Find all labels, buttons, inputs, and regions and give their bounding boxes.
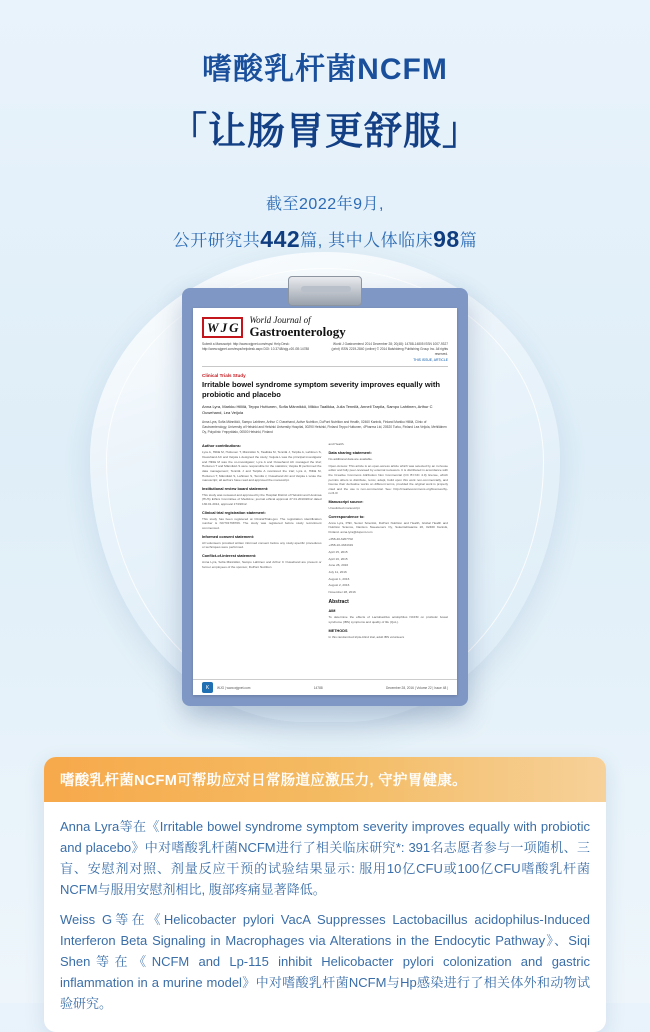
- block-text: August 2, 2016: [328, 583, 350, 588]
- block-text: Lyra A, Hillilä M, Huttunen T, Männikkö S, Taalikka M, Tennilä J, Tarpila A, Lahtinen S, Ouwehand AC and Veijola L designed the study; Veijola L was the principal investigator and Hillilä M was the co-investigator; Lyra A and Ouwehand AC managed the trial; Huttunen T and Männikkö S were responsible for the statistics; Veijola M performed the data management; Tennilä J and Tarpila A monitored the trial; Lyra A, Hillilä M, Huttunen T, Männikkö S, Lahtinen S, Tennilä J, Ouwehand AC and Veijola L wrote the manuscript; all authors have read and approved the manuscript.: [202, 450, 322, 483]
- block-heading: Conflict-of-interest statement:: [202, 553, 257, 558]
- summary-paragraph: Anna Lyra等在《Irritable bowel syndrome symptom severity improves equally with probiotic and placebo》中对嗜酸乳杆菌NCFM进行了相关临床研究*: 391名志愿者参与一项随机、三盲、安慰剂对照、剂量反应干预的试验结果显示: 服用10亿CFU或100亿CFU嗜酸乳杆菌NCFM与服用安慰剂相比, 腹部疼痛显著降低。: [60, 819, 590, 898]
- page-title: 嗜酸乳杆菌NCFM: [202, 53, 448, 86]
- article-title: Irritable bowel syndrome symptom severity improves equally with probiotic and placebo: [202, 380, 441, 399]
- journal-online-tag: THIS ISSUE, ARTICLE: [413, 358, 448, 363]
- block-text: Unsolicited manuscript: [328, 506, 360, 511]
- article-affiliations: Anna Lyra, Sofia Männikkö, Sampo Lahtinen, Arthur C Ouwehand, Active Nutrition, DuPont Nutrition and Health, 02460 Kantvik, Finland Markku Hillilä, Clinic of Gastroenterology, University of Helsinki and Helsinki University Hospital, 00290 Helsinki, Finland Teppo Huttunen, 4Pharma Ltd, 20520 Turku, Finland Lea Veijola, Mehiläinen Oy, Polyclinic Ympyrätalo, 00500 Helsinki, Finland: [202, 420, 447, 434]
- article-section-label: Clinical Trials Study: [202, 373, 246, 379]
- block-heading: Clinical trial registration statement:: [202, 510, 266, 515]
- block-text: Anna Lyra, PhD, Senior Scientist, DuPont Nutrition and Health, Global Health and Nutrition Science, Danisco Sweeteners Oy, Sokeritehtaantie 20, 02460 Kantvik, Finland. anna.lyra@dupont.com: [328, 520, 448, 535]
- stat-counts-line: [0, 226, 650, 253]
- block-heading: Informed consent statement:: [202, 534, 255, 539]
- journal-meta-right: World J Gastroenterol 2014 December 28; 20(48): 14788-14805 ISSN 1007-9327 (print) ISSN 2219-2840 (online) © 2014 Baishideng Publishing Group Inc. All rights reserved.: [331, 342, 448, 356]
- block-heading: Correspondence to:: [328, 514, 365, 519]
- block-text: All volunteers provided written informed consent before any study-specific procedures or techniques were performed.: [202, 540, 322, 550]
- stat-date-line: 截至2022年9月,: [266, 196, 384, 213]
- wjg-letter-j: J: [220, 320, 228, 336]
- clipboard-clip-icon: [288, 276, 362, 306]
- block-text: and Health.: [328, 442, 345, 447]
- stat-middle: 篇, 其中人体临床: [300, 231, 434, 250]
- summary-card-heading: 嗜酸乳杆菌NCFM可帮助应对日常肠道应激压力, 守护胃健康。: [44, 757, 606, 802]
- abstract-aim-text: To determine the effects of Lactobacillus acidophilus NCFM on probiotic bowel syndrome (IBS) symptoms and quality of life (QoL).: [328, 615, 448, 625]
- article-column-left: [202, 440, 322, 639]
- block-text: July 11, 2016: [328, 569, 347, 574]
- paper-footer: [193, 679, 457, 695]
- article-columns: [202, 440, 448, 639]
- article-authors: Anna Lyra, Markku Hillilä, Teppo Huttunen, Sofia Männikkö, Mikko Taalikka, Julia Tennilä, Anneli Tarpila, Sampo Lahtinen, Arthur C Ouwehand, Lea Veijola: [202, 404, 433, 416]
- block-text: Anna Lyra, Sofia Männikkö, Sampo Lahtinen and Arthur C Ouwehand are present or former employees of the sponsor, DuPont Nutrition: [202, 559, 322, 569]
- journal-name-line1: World Journal of: [249, 315, 311, 325]
- summary-paragraph: Weiss G等在《Helicobacter pylori VacA Suppresses Lactobacillus acidophilus-Induced Interferon Beta Signaling in Macrophages via Alterations in the Endocytic Pathway》、Siqi Shen等在《NCFM and Lp-115 inhibit Helicobacter pylori colonization and gastric inflammation in a murine model》中对嗜酸乳杆菌NCFM与Hp感染进行了相关体外和动物试验研究。: [60, 912, 590, 1012]
- stat-total-studies: 442: [260, 226, 301, 252]
- block-text: April 15, 2015: [328, 549, 348, 554]
- journal-name-line2: Gastroenterology: [249, 324, 346, 340]
- block-heading: Data sharing statement:: [328, 451, 372, 455]
- block-heading: Institutional review board statement:: [202, 486, 269, 491]
- block-text: +358-10-4334319: [328, 543, 354, 548]
- block-heading: Manuscript source:: [328, 500, 364, 505]
- block-text: +358-40-6267702: [328, 536, 354, 541]
- abstract-heading: Abstract: [328, 599, 349, 606]
- footer-journal-url: WJG | www.wjgnet.com: [217, 685, 251, 690]
- block-text: Open-Access: This article is an open-access article which was selected by an in-house editor and fully peer-reviewed by external reviewers. It is distributed in accordance with the Creative Commons Attribution Non Commercial (CC BY-NC 4.0) license, which permits others to distribute, remix, adapt, build upon this work non-commercially, and license their derivative works on different terms, provided the original work is properly cited and the use is non-commercial. See: http://creativecommons.org/licenses/by-nc/4.0/: [328, 463, 448, 496]
- page-subtitle: 「让肠胃更舒服」: [168, 111, 481, 153]
- block-heading: Author contributions:: [202, 444, 242, 449]
- wjg-letter-w: W: [207, 320, 219, 336]
- stat-prefix: 公开研究共: [172, 231, 261, 250]
- abstract-methods-text: In this randomized triple-blind trial, adult IBS volunteers: [328, 634, 405, 639]
- footer-issue-info: December 28, 2016 | Volume 22 | Issue 48 |: [385, 685, 448, 690]
- abstract-aim-label: AIM: [328, 609, 336, 614]
- wjg-logo-icon: [202, 317, 243, 338]
- article-column-right: [329, 440, 449, 639]
- stat-clinical-studies: 98: [433, 226, 460, 252]
- journal-paper: [193, 308, 457, 695]
- footer-page-number: 14788: [313, 685, 323, 690]
- block-text: This study has been registered at ClinicalTrials.gov. The registration identification number is NCT01798706. The study was registered before study recruitment commenced.: [202, 516, 322, 531]
- block-text: April 16, 2015: [328, 556, 348, 561]
- page-header: [0, 0, 650, 253]
- abstract-methods-label: METHODS: [328, 628, 348, 633]
- block-text: This study was reviewed and approved by the Hospital District of Helsinki and Uusimaa (HUS) Ethics Committee of Medicine; journal ethical approval 27.01.2010/2012 dated 130.01.2012, approval 173/2012.: [202, 492, 322, 507]
- publisher-logo-icon: K: [202, 682, 213, 693]
- block-text: June 26, 2016: [328, 563, 349, 568]
- block-text: August 1, 2016: [328, 576, 350, 581]
- block-text: No additional data are available.: [328, 457, 373, 461]
- stat-suffix: 篇: [459, 231, 478, 250]
- block-text: November 28, 2016: [328, 589, 356, 594]
- summary-card: [44, 757, 606, 1032]
- wjg-letter-g: G: [229, 320, 239, 336]
- journal-meta-left: Submit a Manuscript: http://www.wjgnet.com/esps/ Help Desk: http://www.wjgnet.com/esps/helpdesk.aspx DOI: 10.3748/wjg.v20.i39.14788: [202, 342, 310, 351]
- journal-masthead: [202, 316, 448, 367]
- clipboard: [182, 288, 468, 706]
- summary-card-body: [44, 802, 606, 1032]
